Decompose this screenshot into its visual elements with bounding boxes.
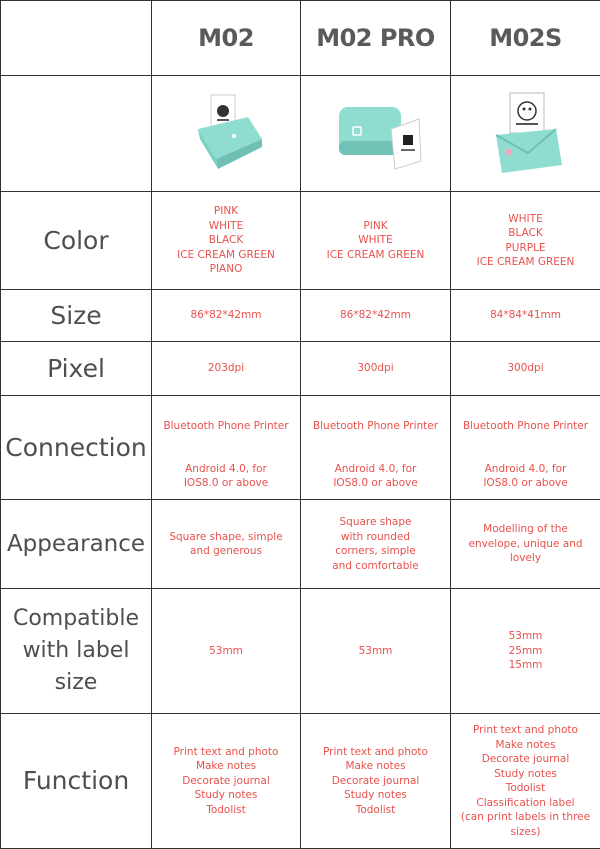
connection-bluetooth-text: Bluetooth Phone Printer xyxy=(313,420,438,432)
product-image-m02-pro xyxy=(301,76,451,192)
row-label-connection: Connection xyxy=(1,396,152,500)
row-label-pixel: Pixel xyxy=(1,342,152,396)
image-row xyxy=(1,76,600,192)
function-value-m02s: Print text and photo Make notes Decorate journal Study notes Todolist Classification label (can print labels in three sizes) xyxy=(451,714,600,849)
product-image-m02 xyxy=(152,76,301,192)
color-value-m02: PINK WHITE BLACK ICE CREAM GREEN PIANO xyxy=(152,192,301,290)
function-value-m02-pro: Print text and photo Make notes Decorate journal Study notes Todolist xyxy=(301,714,451,849)
row-label-color: Color xyxy=(1,192,152,290)
connection-value-m02s xyxy=(451,396,600,500)
printer-m02-pro-icon xyxy=(321,89,431,179)
function-value-m02: Print text and photo Make notes Decorate journal Study notes Todolist xyxy=(152,714,301,849)
model-header-m02s: M02S xyxy=(451,1,600,76)
row-label-appearance: Appearance xyxy=(1,500,152,589)
color-row xyxy=(1,192,600,290)
connection-os-text: Android 4.0, for IOS8.0 or above xyxy=(483,463,567,490)
model-header-m02-pro: M02 PRO xyxy=(301,1,451,76)
model-header-m02: M02 xyxy=(152,1,301,76)
compatible-row xyxy=(1,589,600,714)
function-row xyxy=(1,714,600,849)
connection-bluetooth-text: Bluetooth Phone Printer xyxy=(163,420,288,432)
appearance-row xyxy=(1,500,600,589)
header-row xyxy=(1,1,600,76)
product-image-m02s xyxy=(451,76,600,192)
appearance-value-m02: Square shape, simple and generous xyxy=(152,500,301,589)
size-value-m02: 86*82*42mm xyxy=(152,290,301,342)
printer-m02s-icon xyxy=(476,89,576,179)
size-value-m02-pro: 86*82*42mm xyxy=(301,290,451,342)
row-label-compatible: Compatible with label size xyxy=(1,589,152,714)
pixel-value-m02: 203dpi xyxy=(152,342,301,396)
empty-label-cell xyxy=(1,76,152,192)
pixel-value-m02-pro: 300dpi xyxy=(301,342,451,396)
connection-bluetooth-text: Bluetooth Phone Printer xyxy=(463,420,588,432)
appearance-value-m02s: Modelling of the envelope, unique and lovely xyxy=(451,500,600,589)
connection-os-text: Android 4.0, for IOS8.0 or above xyxy=(184,463,268,490)
printer-m02-icon xyxy=(176,89,276,179)
pixel-value-m02s: 300dpi xyxy=(451,342,600,396)
row-label-size: Size xyxy=(1,290,152,342)
corner-cell xyxy=(1,1,152,76)
connection-value-m02-pro xyxy=(301,396,451,500)
appearance-value-m02-pro: Square shape with rounded corners, simple and comfortable xyxy=(301,500,451,589)
compatible-value-m02: 53mm xyxy=(152,589,301,714)
row-label-function: Function xyxy=(1,714,152,849)
color-value-m02-pro: PINK WHITE ICE CREAM GREEN xyxy=(301,192,451,290)
compatible-value-m02s: 53mm 25mm 15mm xyxy=(451,589,600,714)
pixel-row xyxy=(1,342,600,396)
size-row xyxy=(1,290,600,342)
size-value-m02s: 84*84*41mm xyxy=(451,290,600,342)
connection-value-m02 xyxy=(152,396,301,500)
compatible-value-m02-pro: 53mm xyxy=(301,589,451,714)
connection-os-text: Android 4.0, for IOS8.0 or above xyxy=(333,463,417,490)
color-value-m02s: WHITE BLACK PURPLE ICE CREAM GREEN xyxy=(451,192,600,290)
connection-row xyxy=(1,396,600,500)
